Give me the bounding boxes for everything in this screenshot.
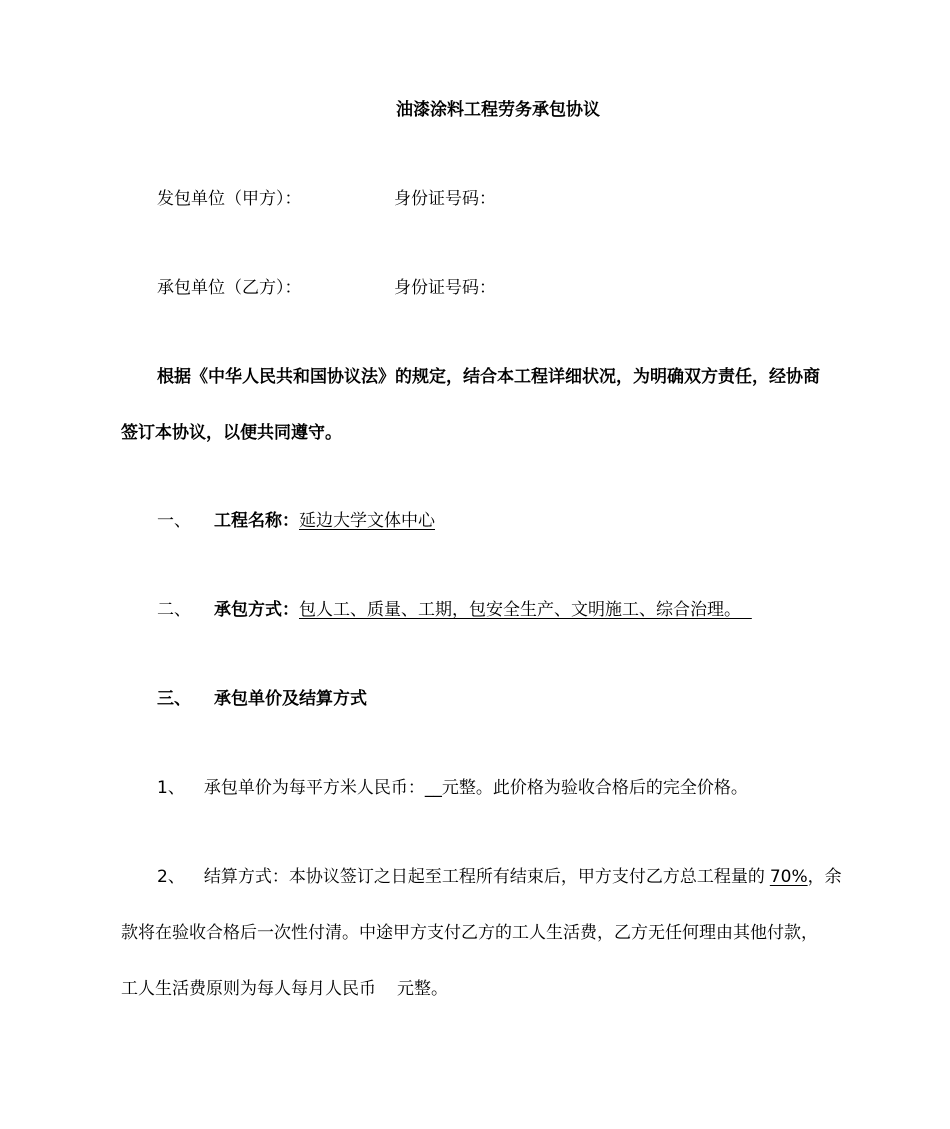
preamble-line-1: 根据《中华人民共和国协议法》的规定，结合本工程详细状况，为明确双方责任，经协商 xyxy=(157,367,820,387)
section-3-number: 三、 xyxy=(157,689,191,709)
item-1-text-after: 元整。此价格为验收合格后的完全价格。 xyxy=(441,778,748,798)
contract-method-value: 包人工、质量、工期，包安全生产、文明施工、综合治理。 xyxy=(299,600,741,620)
item-2-text-after: ，余 xyxy=(807,867,842,887)
item-2-line-3 xyxy=(121,979,448,999)
section-1 xyxy=(157,511,435,531)
item-1-text-before: 承包单价为每平方米人民币： xyxy=(203,778,425,798)
item-2-line-2: 款将在验收合格后一次性付清。中途甲方支付乙方的工人生活费，乙方无任何理由其他付款， xyxy=(121,923,818,943)
section-2-label: 承包方式： xyxy=(214,600,299,620)
item-1-number: 1、 xyxy=(157,778,185,798)
section-3-label: 承包单价及结算方式 xyxy=(214,689,367,709)
section-1-number: 一、 xyxy=(157,511,191,531)
project-name-value: 延边大学文体中心 xyxy=(299,511,435,531)
item-2-text-before: 结算方式：本协议签订之日起至工程所有结束后，甲方支付乙方总工程量的 xyxy=(203,867,765,887)
item-2-number: 2、 xyxy=(157,867,185,887)
party-b-id-label: 身份证号码： xyxy=(394,278,496,298)
contract-method-underline-tail xyxy=(741,600,752,620)
item-2-line-3-before: 工人生活费原则为每人每月人民币 xyxy=(121,979,376,999)
section-1-label: 工程名称： xyxy=(214,511,299,531)
item-2-line-1 xyxy=(157,867,842,887)
party-a-id-label: 身份证号码： xyxy=(394,189,496,209)
party-b-label: 承包单位（乙方）： xyxy=(157,278,302,298)
section-3 xyxy=(157,689,367,709)
unit-price-blank: __ xyxy=(424,778,442,798)
item-1 xyxy=(157,778,748,798)
party-a-label: 发包单位（甲方）： xyxy=(157,189,302,209)
payment-percent: 70% xyxy=(769,867,808,887)
document-title: 油漆涂料工程劳务承包协议 xyxy=(396,100,600,120)
item-2-line-3-after: 元整。 xyxy=(397,979,448,999)
preamble-line-2: 签订本协议，以便共同遵守。 xyxy=(121,423,342,443)
section-2-number: 二、 xyxy=(157,600,191,620)
section-2 xyxy=(157,600,752,620)
